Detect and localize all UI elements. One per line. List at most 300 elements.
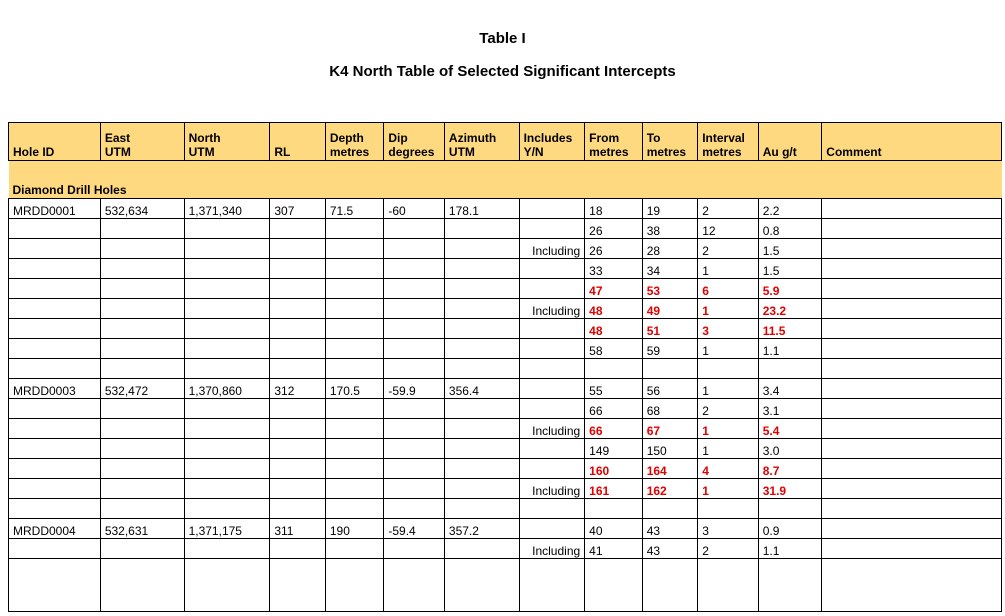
cell-azimuth: [444, 399, 519, 419]
cell-comment: [822, 459, 1002, 479]
cell-interval: 4: [698, 459, 759, 479]
cell-rl: 312: [270, 379, 326, 399]
cell-comment: [822, 279, 1002, 299]
cell-east: [100, 499, 184, 519]
cell-depth: [325, 319, 384, 339]
cell-dip: -59.9: [384, 379, 445, 399]
cell-depth: [325, 499, 384, 519]
header-line: From: [589, 131, 620, 145]
cell-from: 26: [585, 219, 643, 239]
cell-interval: 3: [698, 519, 759, 539]
cell-from: 58: [585, 339, 643, 359]
cell-inc: Including: [519, 479, 585, 499]
header-from: [585, 123, 643, 161]
header-line: [274, 131, 321, 145]
cell-to: 56: [642, 379, 698, 399]
header-line: East: [104, 131, 131, 145]
cell-rl: [270, 399, 326, 419]
cell-au: 0.9: [758, 519, 822, 539]
cell-dip: [384, 259, 445, 279]
cell-dip: [384, 539, 445, 559]
header-line: UTM: [188, 145, 215, 159]
cell-interval: 3: [698, 319, 759, 339]
cell-east: [100, 539, 184, 559]
cell-depth: [325, 259, 384, 279]
header-line: Dip: [388, 131, 408, 145]
cell-au: 0.8: [758, 219, 822, 239]
header-line: RL: [274, 145, 291, 159]
cell-au: 8.7: [758, 459, 822, 479]
cell-east: [100, 459, 184, 479]
cell-azimuth: [444, 419, 519, 439]
cell-au: 1.5: [758, 259, 822, 279]
cell-azimuth: [444, 479, 519, 499]
table-row: [9, 239, 1002, 259]
header-line: [826, 131, 997, 145]
cell-to: 19: [642, 199, 698, 219]
cell-interval: 2: [698, 239, 759, 259]
cell-azimuth: [444, 219, 519, 239]
table-caption: K4 North Table of Selected Significant Intercepts: [329, 63, 676, 80]
cell-azimuth: [444, 439, 519, 459]
cell-rl: [270, 299, 326, 319]
cell-azimuth: [444, 499, 519, 519]
cell-inc: [519, 519, 585, 539]
cell-inc: Including: [519, 299, 585, 319]
cell-azimuth: [444, 339, 519, 359]
header-line: UTM: [104, 145, 131, 159]
header-includes: [519, 123, 585, 161]
cell-east: [100, 479, 184, 499]
cell-comment: [822, 259, 1002, 279]
cell-inc: [519, 459, 585, 479]
cell-dip: [384, 559, 445, 612]
cell-comment: [822, 219, 1002, 239]
cell-north: [184, 239, 270, 259]
cell-to: 150: [642, 439, 698, 459]
cell-hole: [9, 419, 101, 439]
cell-from: [585, 359, 643, 379]
cell-hole: MRDD0001: [9, 199, 101, 219]
header-line: Depth: [329, 131, 364, 145]
cell-depth: [325, 439, 384, 459]
cell-to: 43: [642, 539, 698, 559]
header-rl: [270, 123, 326, 161]
cell-au: [758, 499, 822, 519]
cell-dip: [384, 499, 445, 519]
cell-rl: [270, 319, 326, 339]
cell-interval: [698, 359, 759, 379]
cell-from: 149: [585, 439, 643, 459]
cell-rl: [270, 459, 326, 479]
cell-north: [184, 479, 270, 499]
cell-to: 164: [642, 459, 698, 479]
cell-north: [184, 559, 270, 612]
cell-azimuth: 356.4: [444, 379, 519, 399]
cell-from: 40: [585, 519, 643, 539]
header-row: [9, 123, 1002, 161]
cell-azimuth: [444, 559, 519, 612]
cell-au: 3.1: [758, 399, 822, 419]
cell-au: 1.1: [758, 339, 822, 359]
table-row: [9, 419, 1002, 439]
cell-au: 5.4: [758, 419, 822, 439]
cell-interval: 1: [698, 419, 759, 439]
cell-hole: [9, 299, 101, 319]
cell-north: 1,370,860: [184, 379, 270, 399]
cell-dip: [384, 319, 445, 339]
cell-hole: [9, 499, 101, 519]
cell-depth: [325, 359, 384, 379]
cell-north: [184, 399, 270, 419]
cell-azimuth: 357.2: [444, 519, 519, 539]
cell-to: 34: [642, 259, 698, 279]
cell-hole: [9, 259, 101, 279]
cell-dip: [384, 299, 445, 319]
cell-au: 2.2: [758, 199, 822, 219]
cell-north: 1,371,175: [184, 519, 270, 539]
cell-north: 1,371,340: [184, 199, 270, 219]
cell-east: 532,472: [100, 379, 184, 399]
cell-au: 11.5: [758, 319, 822, 339]
cell-from: 41: [585, 539, 643, 559]
cell-interval: 12: [698, 219, 759, 239]
cell-depth: [325, 279, 384, 299]
cell-comment: [822, 199, 1002, 219]
cell-rl: [270, 499, 326, 519]
cell-interval: 1: [698, 479, 759, 499]
header-to: [642, 123, 698, 161]
header-dip: [384, 123, 445, 161]
cell-to: 53: [642, 279, 698, 299]
cell-from: 48: [585, 299, 643, 319]
section-label: Diamond Drill Holes: [9, 161, 1002, 199]
cell-comment: [822, 339, 1002, 359]
cell-hole: MRDD0003: [9, 379, 101, 399]
header-hole-id: [9, 123, 101, 161]
cell-hole: [9, 439, 101, 459]
cell-depth: [325, 299, 384, 319]
header-line: Comment: [826, 145, 882, 159]
cell-north: [184, 359, 270, 379]
cell-north: [184, 539, 270, 559]
cell-rl: [270, 259, 326, 279]
cell-from: [585, 559, 643, 612]
cell-from: 66: [585, 419, 643, 439]
header-line: Y/N: [523, 145, 544, 159]
cell-interval: 1: [698, 379, 759, 399]
cell-east: [100, 399, 184, 419]
cell-dip: [384, 399, 445, 419]
cell-inc: Including: [519, 419, 585, 439]
cell-inc: [519, 279, 585, 299]
cell-au: 31.9: [758, 479, 822, 499]
cell-au: 1.1: [758, 539, 822, 559]
cell-to: 49: [642, 299, 698, 319]
cell-inc: [519, 259, 585, 279]
cell-depth: 170.5: [325, 379, 384, 399]
cell-azimuth: [444, 239, 519, 259]
cell-inc: [519, 219, 585, 239]
cell-from: 18: [585, 199, 643, 219]
cell-north: [184, 499, 270, 519]
cell-au: 5.9: [758, 279, 822, 299]
cell-east: [100, 359, 184, 379]
cell-north: [184, 299, 270, 319]
header-line: Azimuth: [448, 131, 497, 145]
cell-dip: [384, 219, 445, 239]
cell-to: [642, 499, 698, 519]
table-label: Table I: [479, 30, 526, 47]
cell-to: [642, 559, 698, 612]
cell-dip: -59.4: [384, 519, 445, 539]
cell-from: 55: [585, 379, 643, 399]
cell-azimuth: [444, 359, 519, 379]
table-row: [9, 319, 1002, 339]
cell-north: [184, 279, 270, 299]
header-line: UTM: [448, 145, 475, 159]
cell-inc: [519, 319, 585, 339]
cell-comment: [822, 439, 1002, 459]
header-interval: [698, 123, 759, 161]
cell-hole: MRDD0004: [9, 519, 101, 539]
cell-north: [184, 339, 270, 359]
cell-comment: [822, 519, 1002, 539]
cell-inc: [519, 499, 585, 519]
cell-east: [100, 259, 184, 279]
cell-rl: [270, 559, 326, 612]
cell-to: [642, 359, 698, 379]
header-line: [13, 131, 96, 145]
cell-east: [100, 419, 184, 439]
table-row: [9, 199, 1002, 219]
cell-to: 162: [642, 479, 698, 499]
cell-inc: [519, 199, 585, 219]
cell-hole: [9, 479, 101, 499]
cell-inc: [519, 399, 585, 419]
table-row: [9, 359, 1002, 379]
table-row: [9, 299, 1002, 319]
cell-interval: 2: [698, 539, 759, 559]
table-row: [9, 279, 1002, 299]
cell-comment: [822, 359, 1002, 379]
cell-dip: [384, 479, 445, 499]
section-row: [9, 161, 1002, 199]
table-row: [9, 519, 1002, 539]
cell-comment: [822, 399, 1002, 419]
cell-au: 3.0: [758, 439, 822, 459]
header-azimuth: [444, 123, 519, 161]
cell-east: [100, 239, 184, 259]
cell-azimuth: [444, 459, 519, 479]
cell-inc: [519, 339, 585, 359]
header-line: metres: [646, 145, 687, 159]
cell-au: 23.2: [758, 299, 822, 319]
cell-from: 161: [585, 479, 643, 499]
cell-inc: [519, 359, 585, 379]
cell-dip: [384, 419, 445, 439]
cell-depth: [325, 479, 384, 499]
cell-comment: [822, 299, 1002, 319]
cell-rl: [270, 359, 326, 379]
cell-inc: [519, 439, 585, 459]
cell-depth: [325, 219, 384, 239]
cell-comment: [822, 319, 1002, 339]
cell-hole: [9, 399, 101, 419]
cell-depth: [325, 539, 384, 559]
cell-inc: [519, 559, 585, 612]
header-line: degrees: [388, 145, 435, 159]
table-row: [9, 479, 1002, 499]
header-line: metres: [702, 145, 742, 159]
cell-east: [100, 339, 184, 359]
cell-depth: [325, 459, 384, 479]
cell-from: [585, 499, 643, 519]
cell-comment: [822, 499, 1002, 519]
cell-dip: [384, 339, 445, 359]
header-line: metres: [589, 145, 629, 159]
cell-from: 33: [585, 259, 643, 279]
cell-rl: [270, 219, 326, 239]
cell-hole: [9, 279, 101, 299]
cell-comment: [822, 239, 1002, 259]
cell-rl: [270, 439, 326, 459]
cell-dip: [384, 359, 445, 379]
cell-to: 51: [642, 319, 698, 339]
cell-depth: [325, 419, 384, 439]
header-line: Includes: [523, 131, 573, 145]
table-row: [9, 399, 1002, 419]
cell-north: [184, 419, 270, 439]
cell-north: [184, 219, 270, 239]
cell-dip: [384, 279, 445, 299]
cell-hole: [9, 539, 101, 559]
cell-azimuth: [444, 319, 519, 339]
cell-inc: Including: [519, 239, 585, 259]
cell-north: [184, 319, 270, 339]
cell-east: [100, 279, 184, 299]
header-east-utm: [100, 123, 184, 161]
cell-from: 47: [585, 279, 643, 299]
cell-azimuth: [444, 299, 519, 319]
header-comment: [822, 123, 1002, 161]
cell-depth: [325, 339, 384, 359]
cell-to: 28: [642, 239, 698, 259]
table-row: [9, 459, 1002, 479]
header-line: Au g/t: [762, 145, 797, 159]
cell-rl: [270, 419, 326, 439]
cell-interval: 1: [698, 299, 759, 319]
cell-to: 43: [642, 519, 698, 539]
cell-interval: 2: [698, 199, 759, 219]
cell-comment: [822, 379, 1002, 399]
table-row: [9, 219, 1002, 239]
cell-au: 3.4: [758, 379, 822, 399]
cell-east: [100, 439, 184, 459]
cell-dip: [384, 239, 445, 259]
table-row: [9, 559, 1002, 612]
cell-depth: 71.5: [325, 199, 384, 219]
cell-comment: [822, 479, 1002, 499]
cell-interval: 6: [698, 279, 759, 299]
cell-depth: 190: [325, 519, 384, 539]
cell-comment: [822, 539, 1002, 559]
header-line: To: [646, 131, 661, 145]
cell-depth: [325, 559, 384, 612]
cell-au: [758, 359, 822, 379]
cell-interval: [698, 499, 759, 519]
cell-rl: [270, 479, 326, 499]
cell-interval: 1: [698, 339, 759, 359]
cell-interval: [698, 559, 759, 612]
cell-comment: [822, 419, 1002, 439]
cell-au: 1.5: [758, 239, 822, 259]
table-row: [9, 499, 1002, 519]
cell-rl: 311: [270, 519, 326, 539]
table-row: [9, 539, 1002, 559]
header-line: Hole ID: [13, 145, 55, 159]
cell-rl: 307: [270, 199, 326, 219]
cell-hole: [9, 339, 101, 359]
header-line: [763, 131, 818, 145]
table-row: [9, 439, 1002, 459]
intercepts-table: [8, 122, 1002, 612]
cell-hole: [9, 459, 101, 479]
cell-dip: -60: [384, 199, 445, 219]
cell-azimuth: 178.1: [444, 199, 519, 219]
header-au: [758, 123, 822, 161]
cell-dip: [384, 439, 445, 459]
cell-azimuth: [444, 539, 519, 559]
cell-comment: [822, 559, 1002, 612]
header-line: Interval: [702, 131, 745, 145]
cell-azimuth: [444, 259, 519, 279]
header-line: North: [188, 131, 221, 145]
table-row: [9, 379, 1002, 399]
cell-from: 48: [585, 319, 643, 339]
cell-to: 59: [642, 339, 698, 359]
cell-azimuth: [444, 279, 519, 299]
cell-inc: [519, 379, 585, 399]
cell-inc: Including: [519, 539, 585, 559]
header-north-utm: [184, 123, 270, 161]
cell-interval: 1: [698, 439, 759, 459]
cell-hole: [9, 359, 101, 379]
cell-east: [100, 299, 184, 319]
cell-hole: [9, 319, 101, 339]
table-row: [9, 339, 1002, 359]
cell-dip: [384, 459, 445, 479]
cell-hole: [9, 239, 101, 259]
cell-depth: [325, 239, 384, 259]
cell-north: [184, 439, 270, 459]
cell-to: 38: [642, 219, 698, 239]
cell-from: 160: [585, 459, 643, 479]
table-row: [9, 259, 1002, 279]
cell-hole: [9, 559, 101, 612]
header-line: metres: [329, 145, 370, 159]
cell-north: [184, 259, 270, 279]
cell-east: [100, 559, 184, 612]
cell-from: 26: [585, 239, 643, 259]
cell-rl: [270, 279, 326, 299]
cell-au: [758, 559, 822, 612]
cell-east: [100, 219, 184, 239]
cell-rl: [270, 539, 326, 559]
cell-interval: 1: [698, 259, 759, 279]
header-depth: [325, 123, 384, 161]
cell-depth: [325, 399, 384, 419]
